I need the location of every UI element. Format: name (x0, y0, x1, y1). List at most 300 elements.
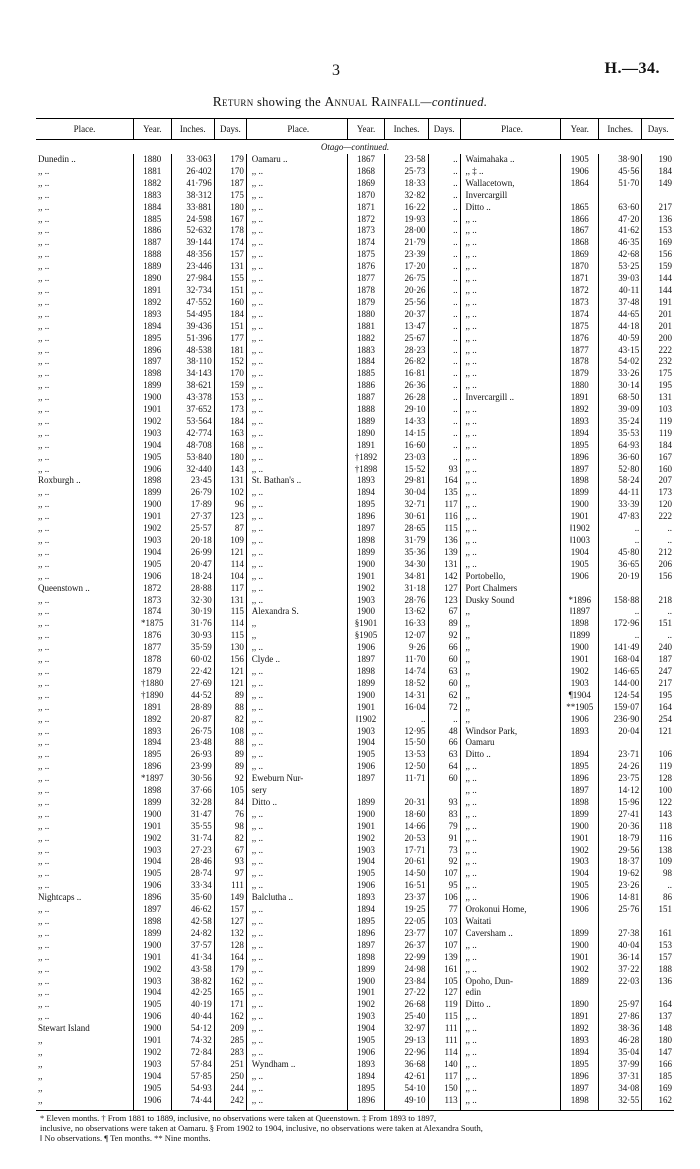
year-cell: 1889 (133, 261, 171, 273)
inches-cell: 23·58 (385, 154, 428, 166)
place-cell: ,, .. (38, 642, 50, 653)
place-cell: ,, (465, 606, 470, 617)
inches-cell: 23·37 (385, 892, 428, 904)
days-cell: 167 (214, 214, 246, 226)
days-cell: 160 (214, 297, 246, 309)
inches-cell (599, 987, 642, 999)
year-cell: 1898 (347, 535, 385, 547)
days-cell: .. (428, 428, 460, 440)
page-number: 3 (332, 62, 340, 79)
table-row (36, 154, 674, 166)
days-cell: 107 (428, 928, 460, 940)
days-cell: 109 (214, 535, 246, 547)
days-cell (642, 737, 674, 749)
place-cell: ,, .. (251, 975, 263, 986)
place-cell: ,, .. (38, 535, 50, 545)
place-cell: ,, .. (465, 880, 477, 891)
inches-cell: 41·34 (171, 952, 214, 964)
year-cell: 1890 (133, 273, 171, 285)
inches-cell: 158·88 (599, 595, 642, 607)
year-cell: 1895 (133, 749, 171, 761)
place-cell: ,, .. (38, 451, 50, 462)
place-cell: Wallacetown, (465, 177, 515, 188)
days-cell: 143 (214, 464, 246, 476)
days-cell: 86 (642, 892, 674, 904)
days-cell: 93 (428, 797, 460, 809)
inches-cell: 30·04 (385, 487, 428, 499)
days-cell: 254 (642, 714, 674, 726)
place-cell: ,, .. (38, 523, 50, 534)
year-cell: 1906 (561, 166, 599, 178)
table-bottom-rule-cell (599, 1107, 642, 1111)
inches-cell: 31·79 (385, 535, 428, 547)
days-cell: .. (428, 273, 460, 285)
inches-cell: 40·11 (599, 285, 642, 297)
place-cell: ,, .. (251, 868, 263, 879)
inches-cell: 27·41 (599, 809, 642, 821)
place-cell: ,, .. (38, 904, 50, 915)
days-cell: .. (428, 404, 460, 416)
inches-cell: 32·28 (171, 797, 214, 809)
year-cell: 1900 (133, 499, 171, 511)
year-cell (561, 583, 599, 595)
inches-cell: 141·49 (599, 642, 642, 654)
year-cell: 1903 (133, 976, 171, 988)
days-cell: 121 (214, 678, 246, 690)
place-cell: Ditto .. (465, 749, 491, 760)
inches-cell: 22·03 (599, 976, 642, 988)
table-row (36, 690, 674, 702)
inches-cell (599, 190, 642, 202)
inches-cell: 38·621 (171, 380, 214, 392)
inches-cell: 24·82 (171, 928, 214, 940)
place-cell: ,, .. (38, 749, 50, 760)
place-cell: ,, .. (251, 201, 263, 212)
days-cell (642, 987, 674, 999)
place-cell: ,, .. (38, 570, 50, 581)
year-cell: 1882 (347, 333, 385, 345)
inches-cell: .. (385, 714, 428, 726)
year-cell: 1889 (347, 416, 385, 428)
days-cell: 60 (428, 678, 460, 690)
days-cell: 120 (642, 499, 674, 511)
place-cell: Alexandra S. (251, 606, 299, 617)
year-cell: 1891 (347, 440, 385, 452)
year-cell: 1895 (561, 440, 599, 452)
place-cell: Ditto .. (251, 796, 277, 807)
table-row (36, 464, 674, 476)
year-cell: 1904 (133, 440, 171, 452)
table-row (36, 1083, 674, 1095)
year-cell: 1901 (347, 571, 385, 583)
inches-cell: 36·65 (599, 559, 642, 571)
year-cell: 1906 (133, 571, 171, 583)
place-cell: ,, ‡ .. (465, 165, 484, 176)
place-cell: ,, .. (38, 213, 50, 224)
year-cell: 1871 (561, 273, 599, 285)
days-cell: .. (428, 297, 460, 309)
inches-cell: 37·66 (171, 785, 214, 797)
place-cell: ,, .. (38, 332, 50, 343)
year-cell: 1898 (133, 916, 171, 928)
year-cell: 1904 (347, 737, 385, 749)
place-cell: ,, .. (251, 404, 263, 415)
inches-cell: 23·446 (171, 261, 214, 273)
table-row (36, 452, 674, 464)
year-cell: 1900 (347, 606, 385, 618)
place-cell: ,, .. (251, 904, 263, 915)
inches-cell: 38·36 (599, 1023, 642, 1035)
inches-cell: 53·25 (599, 261, 642, 273)
days-cell: 148 (642, 1023, 674, 1035)
days-cell: 114 (214, 559, 246, 571)
place-cell: ,, .. (251, 273, 263, 284)
place-cell: ,, .. (251, 499, 263, 510)
place-cell: ,, (465, 630, 470, 641)
year-cell: 1878 (133, 654, 171, 666)
year-cell: 1888 (133, 249, 171, 261)
table-row (36, 976, 674, 988)
place-cell: Portobello, (465, 570, 506, 581)
days-cell: 174 (214, 237, 246, 249)
table-row (36, 987, 674, 999)
year-cell: 1906 (561, 571, 599, 583)
year-cell: 1876 (133, 630, 171, 642)
inches-cell: .. (599, 535, 642, 547)
days-cell: 242 (214, 1095, 246, 1107)
table-bottom-rule-cell (36, 1107, 133, 1111)
inches-cell: 14·31 (385, 690, 428, 702)
days-cell: 139 (428, 952, 460, 964)
table-row (36, 702, 674, 714)
year-cell: 1906 (347, 880, 385, 892)
days-cell: 93 (214, 856, 246, 868)
inches-cell: 23·48 (171, 737, 214, 749)
year-cell: ‖1897 (561, 606, 599, 618)
year-cell: 1896 (133, 761, 171, 773)
days-cell: 117 (428, 499, 460, 511)
inches-cell: 34·143 (171, 368, 214, 380)
place-cell: ,, .. (38, 677, 50, 688)
inches-cell: 29·81 (385, 475, 428, 487)
place-cell: ,, .. (251, 820, 263, 831)
place-cell: ,, .. (465, 1011, 477, 1022)
days-cell: 116 (642, 833, 674, 845)
inches-cell: 38·82 (171, 976, 214, 988)
table-row (36, 892, 674, 904)
header-days: Days. (214, 119, 246, 140)
days-cell (428, 785, 460, 797)
place-cell: ,, .. (251, 761, 263, 772)
table-header (36, 119, 674, 140)
table-row (36, 940, 674, 952)
place-cell: ,, .. (465, 761, 477, 772)
region-subheading: Otago—continued. (320, 142, 390, 152)
place-cell: ,, .. (251, 261, 263, 272)
place-cell: ,, .. (38, 165, 50, 176)
inches-cell: 27·984 (171, 273, 214, 285)
place-cell: ,, .. (251, 570, 263, 581)
place-cell: ,, .. (38, 916, 50, 926)
place-cell: ,, .. (38, 320, 50, 331)
place-cell: ,, .. (251, 1035, 263, 1046)
place-cell: ,, .. (38, 701, 50, 712)
place-cell: ,, .. (465, 963, 477, 974)
days-cell: .. (428, 452, 460, 464)
days-cell: 95 (428, 880, 460, 892)
days-cell: 150 (428, 1083, 460, 1095)
inches-cell: 57·84 (171, 1059, 214, 1071)
inches-cell: 22·42 (171, 666, 214, 678)
table-row (36, 737, 674, 749)
inches-cell: 26·402 (171, 166, 214, 178)
place-cell: ,, .. (465, 511, 477, 522)
inches-cell: 35·04 (599, 1047, 642, 1059)
place-cell: ,, .. (465, 487, 477, 498)
inches-cell: 45·80 (599, 547, 642, 559)
year-cell: 1901 (347, 821, 385, 833)
place-cell: ,, .. (251, 511, 263, 522)
days-cell: 207 (642, 475, 674, 487)
subheading-row (36, 140, 674, 155)
inches-cell: 28·00 (385, 225, 428, 237)
place-cell: ,, (251, 630, 257, 641)
year-cell: 1867 (347, 154, 385, 166)
year-cell: 1883 (347, 345, 385, 357)
year-cell: 1885 (347, 368, 385, 380)
header-year: Year. (133, 119, 171, 140)
year-cell: 1875 (561, 321, 599, 333)
place-cell: ,, .. (465, 1035, 477, 1046)
days-cell: 152 (214, 356, 246, 368)
year-cell: 1891 (561, 1011, 599, 1023)
table-row (36, 916, 674, 928)
year-cell: 1899 (133, 487, 171, 499)
inches-cell: 28·74 (171, 868, 214, 880)
place-cell: ,, .. (38, 796, 50, 807)
days-cell: 67 (428, 606, 460, 618)
place-cell: ,, (465, 642, 470, 653)
table-row (36, 345, 674, 357)
table-row (36, 773, 674, 785)
days-cell: 185 (642, 1071, 674, 1083)
place-cell: Waimahaka .. (465, 154, 515, 164)
days-cell: 171 (214, 999, 246, 1011)
days-cell: 217 (642, 678, 674, 690)
place-cell: Oamaru .. (251, 154, 288, 164)
place-cell: ,, .. (38, 511, 50, 522)
place-cell: ,, .. (465, 368, 477, 379)
place-cell: ,, .. (38, 404, 50, 415)
year-cell: 1902 (347, 833, 385, 845)
year-cell: §1905 (347, 630, 385, 642)
table-row (36, 416, 674, 428)
table-row (36, 833, 674, 845)
table-row (36, 523, 674, 535)
days-cell: 92 (428, 630, 460, 642)
place-cell: ,, .. (465, 380, 477, 391)
days-cell: .. (428, 225, 460, 237)
inches-cell: 26·68 (385, 999, 428, 1011)
days-cell: 179 (214, 154, 246, 166)
year-cell: 1877 (561, 345, 599, 357)
year-cell: 1895 (561, 761, 599, 773)
days-cell: .. (428, 356, 460, 368)
table-row (36, 928, 674, 940)
table-row (36, 821, 674, 833)
inches-cell: 43·58 (171, 964, 214, 976)
year-cell: 1904 (133, 987, 171, 999)
days-cell: 100 (642, 785, 674, 797)
inches-cell: 28·88 (171, 583, 214, 595)
inches-cell: 40·04 (599, 940, 642, 952)
year-cell: 1894 (133, 321, 171, 333)
year-cell: 1898 (133, 368, 171, 380)
place-cell: ,, .. (38, 630, 50, 641)
year-cell: 1906 (561, 714, 599, 726)
days-cell: 127 (428, 583, 460, 595)
days-cell: 136 (428, 535, 460, 547)
days-cell: 87 (214, 523, 246, 535)
year-cell: 1901 (133, 404, 171, 416)
place-cell: ,, .. (38, 189, 50, 200)
days-cell: 89 (214, 749, 246, 761)
days-cell: 116 (428, 511, 460, 523)
place-cell: ,, .. (38, 344, 50, 355)
table-row (36, 1095, 674, 1107)
place-cell: ,, .. (465, 213, 477, 224)
days-cell: 218 (642, 595, 674, 607)
place-cell: ,, (465, 677, 470, 688)
place-cell: ,, .. (38, 487, 50, 498)
table-bottom-rule (36, 1107, 674, 1111)
inches-cell: 14·66 (385, 821, 428, 833)
year-cell: 1893 (133, 726, 171, 738)
days-cell: 165 (214, 987, 246, 999)
inches-cell: 39·03 (599, 273, 642, 285)
year-cell: 1874 (133, 606, 171, 618)
place-cell: ,, .. (38, 296, 50, 307)
inches-cell: 37·57 (171, 940, 214, 952)
place-cell: ,, .. (38, 249, 50, 260)
table-bottom-rule-cell (214, 1107, 246, 1111)
year-cell: 1905 (347, 868, 385, 880)
header-inches: Inches. (599, 119, 642, 140)
days-cell: 244 (214, 1083, 246, 1095)
days-cell: .. (428, 166, 460, 178)
days-cell: 201 (642, 321, 674, 333)
days-cell: 92 (428, 856, 460, 868)
days-cell: 161 (428, 964, 460, 976)
year-cell: ‖1902 (347, 714, 385, 726)
days-cell: 195 (642, 380, 674, 392)
days-cell: .. (428, 214, 460, 226)
year-cell: 1892 (561, 1023, 599, 1035)
days-cell: .. (428, 237, 460, 249)
days-cell: .. (428, 714, 460, 726)
year-cell: 1899 (561, 809, 599, 821)
year-cell: 1905 (133, 868, 171, 880)
place-cell: ,, .. (465, 558, 477, 569)
year-cell: 1894 (347, 1071, 385, 1083)
inches-cell: 45·56 (599, 166, 642, 178)
table-row (36, 404, 674, 416)
year-cell: 1901 (347, 987, 385, 999)
year-cell: 1906 (133, 464, 171, 476)
year-cell (561, 916, 599, 928)
place-cell: ,, .. (251, 189, 263, 200)
place-cell: ,, .. (38, 225, 50, 236)
days-cell: 73 (428, 845, 460, 857)
year-cell: 1903 (347, 845, 385, 857)
days-cell: 153 (214, 392, 246, 404)
table-row (36, 856, 674, 868)
year-cell: 1903 (561, 856, 599, 868)
year-cell: 1897 (561, 464, 599, 476)
year-cell: 1898 (561, 1095, 599, 1107)
inches-cell: 26·93 (171, 749, 214, 761)
days-cell: .. (428, 333, 460, 345)
days-cell: 123 (214, 511, 246, 523)
place-cell: ,, .. (251, 558, 263, 569)
days-cell: 111 (428, 1035, 460, 1047)
year-cell: †1890 (133, 690, 171, 702)
days-cell: .. (428, 440, 460, 452)
table-row (36, 333, 674, 345)
inches-cell: 43·378 (171, 392, 214, 404)
table-row (36, 999, 674, 1011)
inches-cell: 41·62 (599, 225, 642, 237)
year-cell: 1892 (133, 297, 171, 309)
inches-cell: 74·44 (171, 1095, 214, 1107)
table-row (36, 952, 674, 964)
inches-cell: 30·14 (599, 380, 642, 392)
inches-cell: 168·04 (599, 654, 642, 666)
days-cell: .. (642, 535, 674, 547)
place-cell: Ditto .. (465, 999, 491, 1010)
place-cell: Oamaru (465, 737, 495, 748)
inches-cell: 68·50 (599, 392, 642, 404)
year-cell: *1896 (561, 595, 599, 607)
inches-cell: 32·71 (385, 499, 428, 511)
inches-cell: 12·07 (385, 630, 428, 642)
table-row (36, 166, 674, 178)
days-cell: 156 (214, 654, 246, 666)
year-cell: 1874 (347, 237, 385, 249)
place-cell: Wyndham .. (251, 1058, 296, 1069)
year-cell: 1868 (347, 166, 385, 178)
year-cell: 1896 (347, 511, 385, 523)
year-cell: 1889 (561, 976, 599, 988)
year-cell: 1894 (561, 749, 599, 761)
days-cell: 63 (428, 749, 460, 761)
inches-cell: 23·39 (385, 249, 428, 261)
year-cell: 1901 (133, 1035, 171, 1047)
days-cell: 72 (428, 702, 460, 714)
year-cell: 1900 (561, 821, 599, 833)
days-cell: 77 (428, 904, 460, 916)
place-cell: ,, .. (251, 677, 263, 688)
inches-cell: 24·98 (385, 964, 428, 976)
days-cell: 153 (642, 940, 674, 952)
place-cell: ,, .. (38, 284, 50, 295)
inches-cell: 30·56 (171, 773, 214, 785)
inches-cell: 30·93 (171, 630, 214, 642)
year-cell: 1903 (133, 428, 171, 440)
days-cell: 92 (214, 773, 246, 785)
place-cell: Waitati (465, 916, 492, 926)
place-cell: ,, .. (465, 237, 477, 248)
